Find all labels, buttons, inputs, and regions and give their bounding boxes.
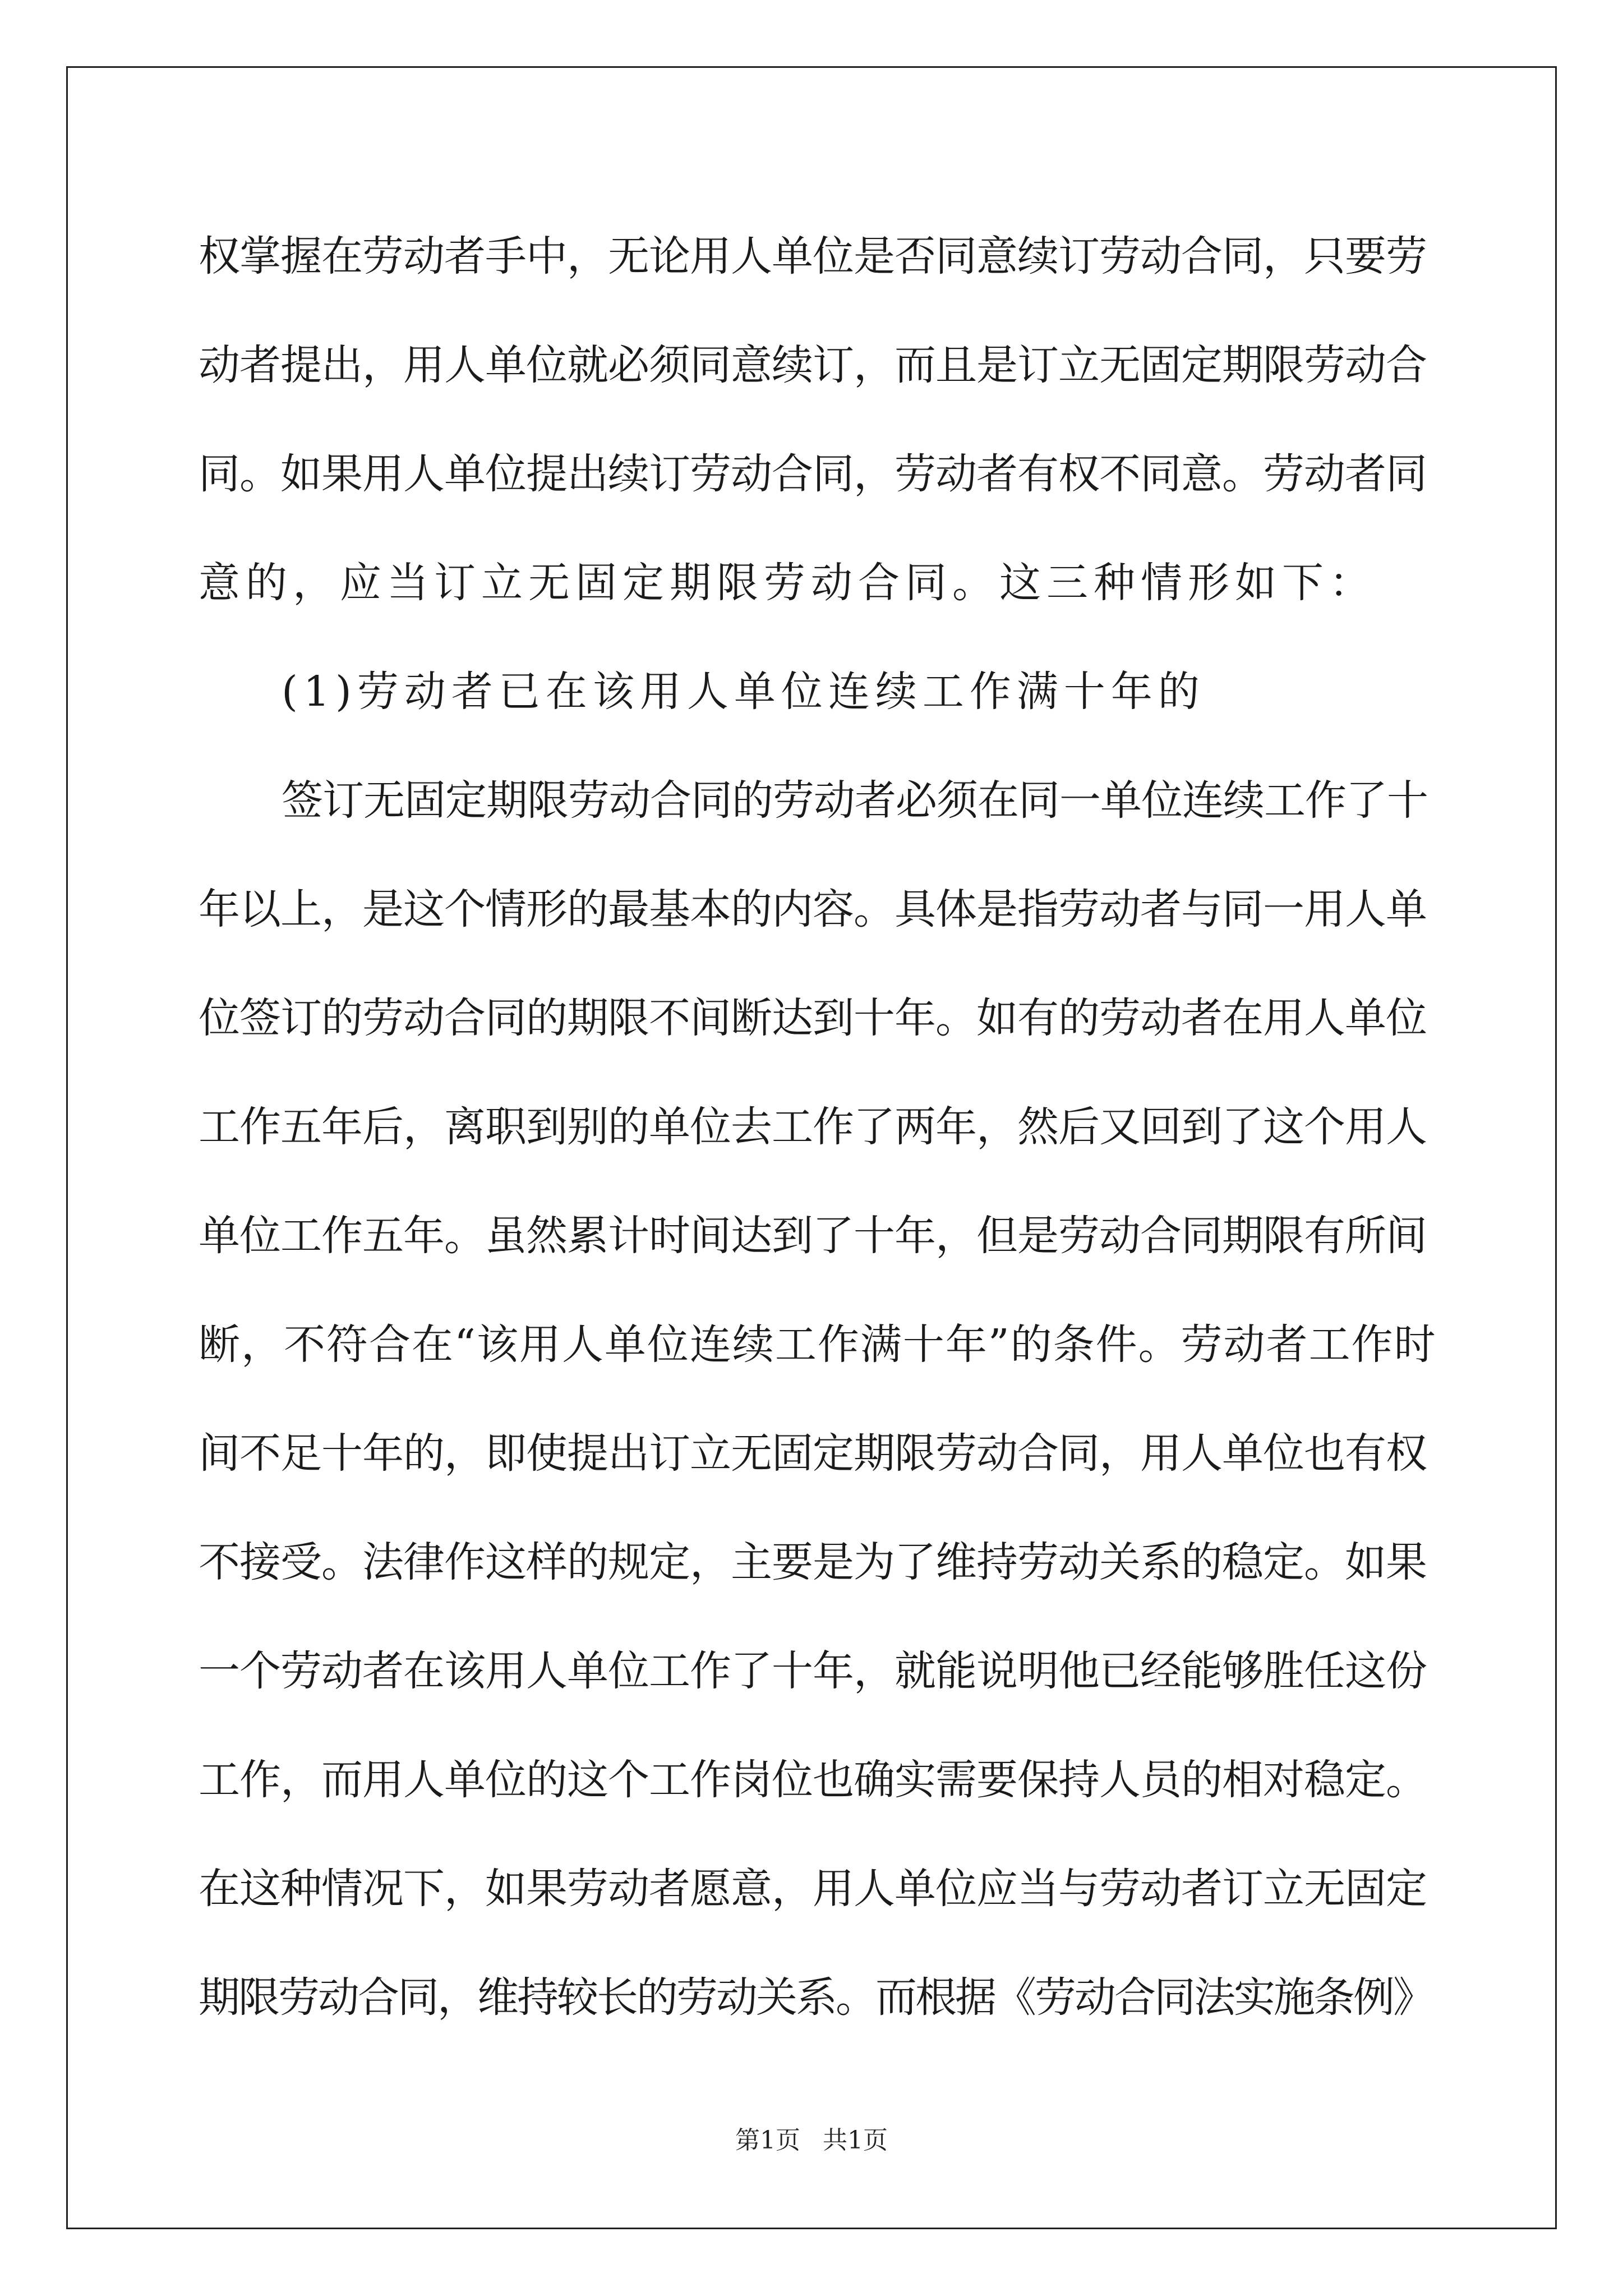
text-line: 工作五年后，离职到别的单位去工作了两年，然后又回到了这个用人 <box>199 1103 1427 1151</box>
text-line: 年以上，是这个情形的最基本的内容。具体是指劳动者与同一用人单 <box>199 885 1427 933</box>
document-body <box>199 202 1441 2052</box>
text-line: 不接受。法律作这样的规定，主要是为了维持劳动关系的稳定。如果 <box>199 1538 1427 1586</box>
text-line: 在这种情况下，如果劳动者愿意，用人单位应当与劳动者订立无固定 <box>199 1865 1427 1913</box>
text-line: 动者提出，用人单位就必须同意续订，而且是订立无固定期限劳动合 <box>199 341 1427 389</box>
page-footer <box>0 2124 1623 2157</box>
text-line: 同。如果用人单位提出续订劳动合同，劳动者有权不同意。劳动者同 <box>199 450 1427 498</box>
page-total: 共1页 <box>823 2126 888 2155</box>
text-line: 位签订的劳动合同的期限不间断达到十年。如有的劳动者在用人单位 <box>199 994 1427 1042</box>
text-line: 断，不符合在“该用人单位连续工作满十年”的条件。劳动者工作时 <box>199 1320 1437 1369</box>
text-line: 期限劳动合同，维持较长的劳动关系。而根据《劳动合同法实施条例》 <box>199 1973 1433 2022</box>
text-line: 一个劳动者在该用人单位工作了十年，就能说明他已经能够胜任这份 <box>199 1647 1427 1695</box>
page-number: 第1页 <box>735 2126 800 2155</box>
text-line: 工作，而用人单位的这个工作岗位也确实需要保持人员的相对稳定。 <box>199 1756 1427 1804</box>
text-line: 权掌握在劳动者手中，无论用人单位是否同意续订劳动合同，只要劳 <box>199 232 1427 280</box>
text-line: 间不足十年的，即使提出订立无固定期限劳动合同，用人单位也有权 <box>199 1429 1427 1478</box>
section-heading: (1)劳动者已在该用人单位连续工作满十年的 <box>282 668 1205 716</box>
text-line: 单位工作五年。虽然累计时间达到了十年，但是劳动合同期限有所间 <box>199 1212 1427 1260</box>
text-line: 签订无固定期限劳动合同的劳动者必须在同一单位连续工作了十 <box>282 776 1428 825</box>
text-line: 意的，应当订立无固定期限劳动合同。这三种情形如下： <box>199 559 1376 607</box>
